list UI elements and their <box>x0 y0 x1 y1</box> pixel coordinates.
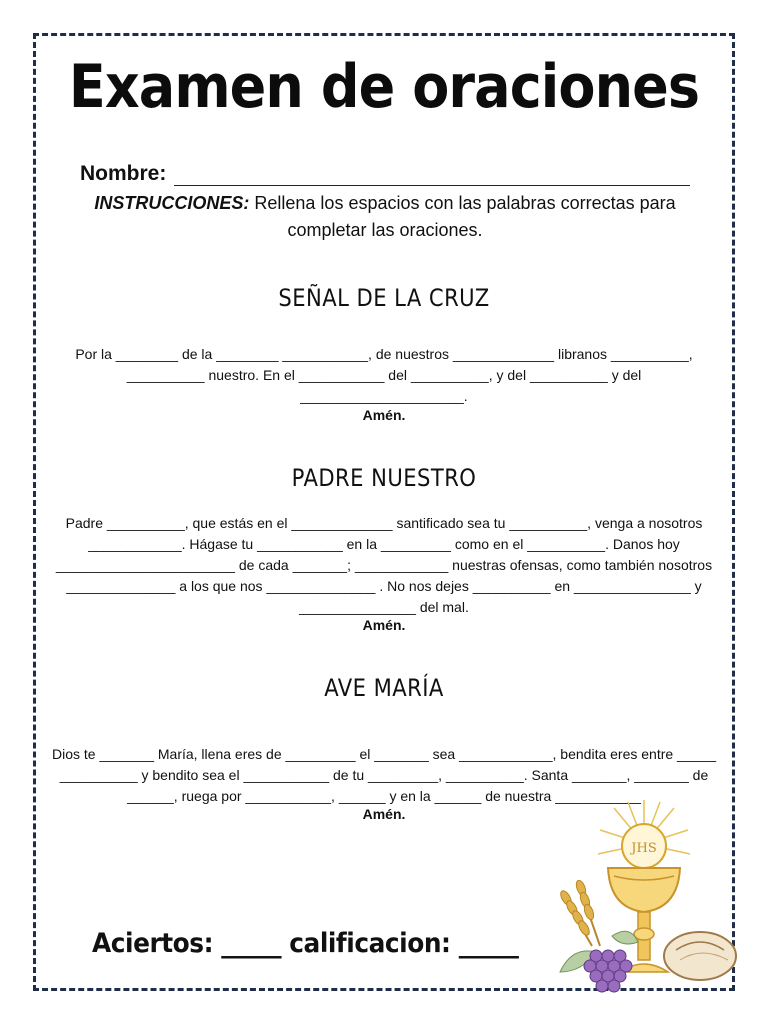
grapes-icon <box>584 950 632 992</box>
section-title-senal: SEÑAL DE LA CRUZ <box>278 284 490 312</box>
name-field <box>80 162 690 186</box>
section-text-senal: Por la ________ de la ________ ___________, de nuestros _____________ libranos __________, __________ nuestro. En el ___________ del __________, y del __________ y del _____________________. <box>75 346 693 404</box>
amen-ave-maria: Amén. <box>362 806 406 822</box>
name-label: Nombre: <box>80 162 167 185</box>
instructions-lead: INSTRUCCIONES: <box>94 193 250 213</box>
chalice-bread-grapes-wheat-icon <box>552 796 742 996</box>
name-blank-line <box>174 165 690 186</box>
section-text-ave-maria: Dios te _______ María, llena eres de _________ el _______ sea ____________, bendita eres entre _____ __________ y bendito sea el ___________ de tu _________, __________. Santa _______, _______ de ______, ruega por ___________, ______ y en la ______ de nuestra ___________ <box>52 746 716 804</box>
instructions-text: Rellena los espacios con las palabras correctas para completar las oraciones. <box>249 193 676 240</box>
wheat-icon <box>559 879 600 946</box>
instructions <box>70 190 700 244</box>
amen-senal: Amén. <box>362 407 406 423</box>
page-title: Examen de oraciones <box>68 52 700 122</box>
section-title-padre-nuestro: PADRE NUESTRO <box>291 464 477 492</box>
section-title-ave-maria: AVE MARÍA <box>324 674 444 702</box>
chalice-cup <box>608 868 680 912</box>
amen-padre-nuestro: Amén. <box>362 617 406 633</box>
bread-icon <box>664 932 736 980</box>
score-footer: Aciertos: _____ calificacion: _____ <box>92 928 519 959</box>
section-text-padre-nuestro: Padre __________, que estás en el _____________ santificado sea tu __________, venga a nosotros ____________. Hágase tu ___________ en la _________ como en el __________. Danos hoy _______________________ de cada _______; ____________ nuestras ofensas, como también nosotros ______________ a los que nos ______________ . No nos dejes __________ en _______________ y _______________ del mal. <box>55 515 713 615</box>
host-monogram: JHS <box>631 841 657 856</box>
